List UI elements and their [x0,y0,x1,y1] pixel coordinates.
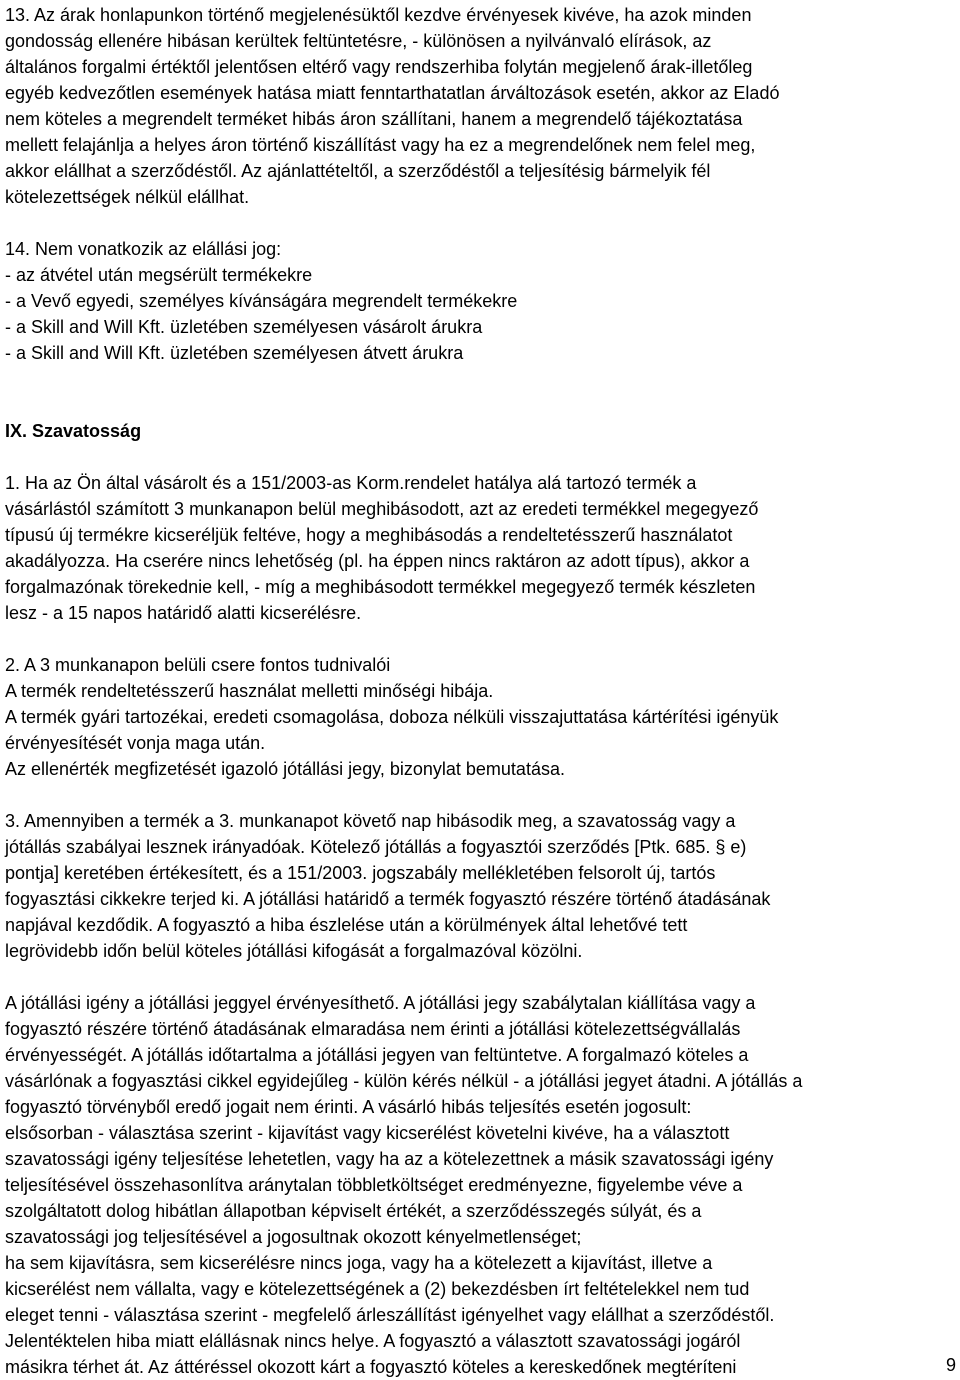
text-line: fogyasztási cikkekre terjed ki. A jótállási határidő a termék fogyasztó részére történő átadásának [5,889,771,909]
list-intro: 14. Nem vonatkozik az elállási jog: [5,239,282,259]
text-line: jótállás szabályai lesznek irányadóak. Kötelező jótállás a fogyasztói szerződés [Ptk. 685. § e) [5,837,747,857]
paragraph-gap [5,626,957,652]
point-3-paragraph [5,808,957,964]
text-line: kötelezettségek nélkül elállhat. [5,187,250,207]
paragraph-gap [5,444,957,470]
section-13-paragraph [5,2,957,210]
section-gap [5,366,957,418]
text-line: egyéb kedvezőtlen események hatása miatt fenntarthatatlan árváltozások esetén, akkor az Eladó [5,83,780,103]
chapter-heading: IX. Szavatosság [5,421,142,441]
text-line: érvényességét. A jótállás időtartalma a jótállási jegyen van feltüntetve. A forgalmazó köteles a [5,1045,749,1065]
text-line: legrövidebb időn belül köteles jótállási kifogását a forgalmazóval közölni. [5,941,583,961]
text-line: 3. Amennyiben a termék a 3. munkanapot követő nap hibásodik meg, a szavatosság vagy a [5,811,736,831]
point-1-paragraph [5,470,957,626]
text-line: A jótállási igény a jótállási jeggyel érvényesíthető. A jótállási jegy szabálytalan kiállítása vagy a [5,993,756,1013]
paragraph-gap [5,782,957,808]
text-line: fogyasztó törvényből eredő jogait nem érinti. A vásárló hibás teljesítés esetén jogosult: [5,1097,692,1117]
text-line: általános forgalmi értéktől jelentősen eltérő vagy rendszerhiba folytán megjelenő árak-illetőleg [5,57,753,77]
list-item: - a Vevő egyedi, személyes kívánságára megrendelt termékekre [5,291,518,311]
paragraph-gap [5,210,957,236]
text-line: 13. Az árak honlapunkon történő megjelenésüktől kezdve érvényesek kivéve, ha azok minden [5,5,752,25]
text-line: 2. A 3 munkanapon belüli csere fontos tudnivalói [5,655,391,675]
page-number: 9 [945,1355,956,1375]
text-line: akkor elállhat a szerződéstől. Az ajánlattételtől, a szerződéstől a teljesítésig bármelyik fél [5,161,711,181]
text-line: pontja] keretében értékesített, és a 151/2003. jogszabály mellékletében felsorolt új, tartós [5,863,716,883]
text-line: A termék rendeltetésszerű használat melletti minőségi hibája. [5,681,494,701]
text-line: mellett felajánlja a helyes áron történő kiszállítást vagy ha ez a megrendelőnek nem felel meg, [5,135,756,155]
text-line: Jelentéktelen hiba miatt elállásnak nincs helye. A fogyasztó a választott szavatossági jogáról [5,1331,741,1351]
text-line: akadályozza. Ha cserére nincs lehetőség (pl. ha éppen nincs raktáron az adott típus), akkor a [5,551,750,571]
point-2-paragraph [5,652,957,782]
text-line: nem köteles a megrendelt terméket hibás áron szállítani, hanem a megrendelő tájékoztatása [5,109,743,129]
text-line: szolgáltatott dolog hibátlan állapotban képviselt értékét, a szerződésszegés súlyát, és a [5,1201,702,1221]
text-line: szavatossági igény teljesítése lehetetlen, vagy ha az a kötelezettnek a másik szavatossági igény [5,1149,774,1169]
text-line: teljesítésével összehasonlítva aránytalan többletköltséget eredményezne, figyelembe véve a [5,1175,743,1195]
text-line: vásárlónak a fogyasztási cikkel egyidejűleg - külön kérés nélkül - a jótállási jegyet átadni. A jótállás a [5,1071,803,1091]
text-line: vásárlástól számított 3 munkanapon belül meghibásodott, azt az eredeti termékkel megegyező [5,499,759,519]
text-line: elsősorban - választása szerint - kijavítást vagy kicserélést követelni kivéve, ha a választott [5,1123,730,1143]
text-line: 1. Ha az Ön által vásárolt és a 151/2003-as Korm.rendelet hatálya alá tartozó termék a [5,473,697,493]
warranty-paragraph [5,990,957,1380]
text-line: A termék gyári tartozékai, eredeti csomagolása, doboza nélküli visszajuttatása kártérítési igényük [5,707,779,727]
text-line: kicserélést nem vállalta, vagy e kötelezettségének a (2) bekezdésben írt feltételekkel nem tud [5,1279,750,1299]
text-line: forgalmazónak törekednie kell, - míg a meghibásodott termékkel megegyező termék készleten [5,577,756,597]
list-item: - a Skill and Will Kft. üzletében személyesen vásárolt árukra [5,317,483,337]
text-line: szavatossági jog teljesítésével a jogosultnak okozott kényelmetlenséget; [5,1227,582,1247]
section-14-list [5,236,957,366]
text-line: másikra térhet át. Az áttéréssel okozott kárt a fogyasztó köteles a kereskedőnek megtéríteni [5,1357,737,1377]
text-line: ha sem kijavításra, sem kicserélésre nincs joga, vagy ha a kötelezett a kijavítást, illetve a [5,1253,713,1273]
text-line: típusú új termékre kicseréljük feltéve, hogy a meghibásodás a rendeltetésszerű használatot [5,525,733,545]
text-line: eleget tenni - választása szerint - megfelelő árleszállítást igényelhet vagy elállhat a szerződéstől. [5,1305,775,1325]
text-line: gondosság ellenére hibásan kerültek feltüntetésre, - különösen a nyilvánvaló elírások, az [5,31,712,51]
text-line: lesz - a 15 napos határidő alatti kicserélésre. [5,603,362,623]
document-page [5,2,957,1380]
text-line: Az ellenérték megfizetését igazoló jótállási jegy, bizonylat bemutatása. [5,759,565,779]
text-line: fogyasztó részére történő átadásának elmaradása nem érinti a jótállási kötelezettségvállalás [5,1019,741,1039]
text-line: napjával kezdődik. A fogyasztó a hiba észlelése után a körülmények által lehetővé tett [5,915,688,935]
paragraph-gap [5,964,957,990]
list-item: - a Skill and Will Kft. üzletében személyesen átvett árukra [5,343,464,363]
text-line: érvényesítését vonja maga után. [5,733,266,753]
list-item: - az átvétel után megsérült termékekre [5,265,313,285]
